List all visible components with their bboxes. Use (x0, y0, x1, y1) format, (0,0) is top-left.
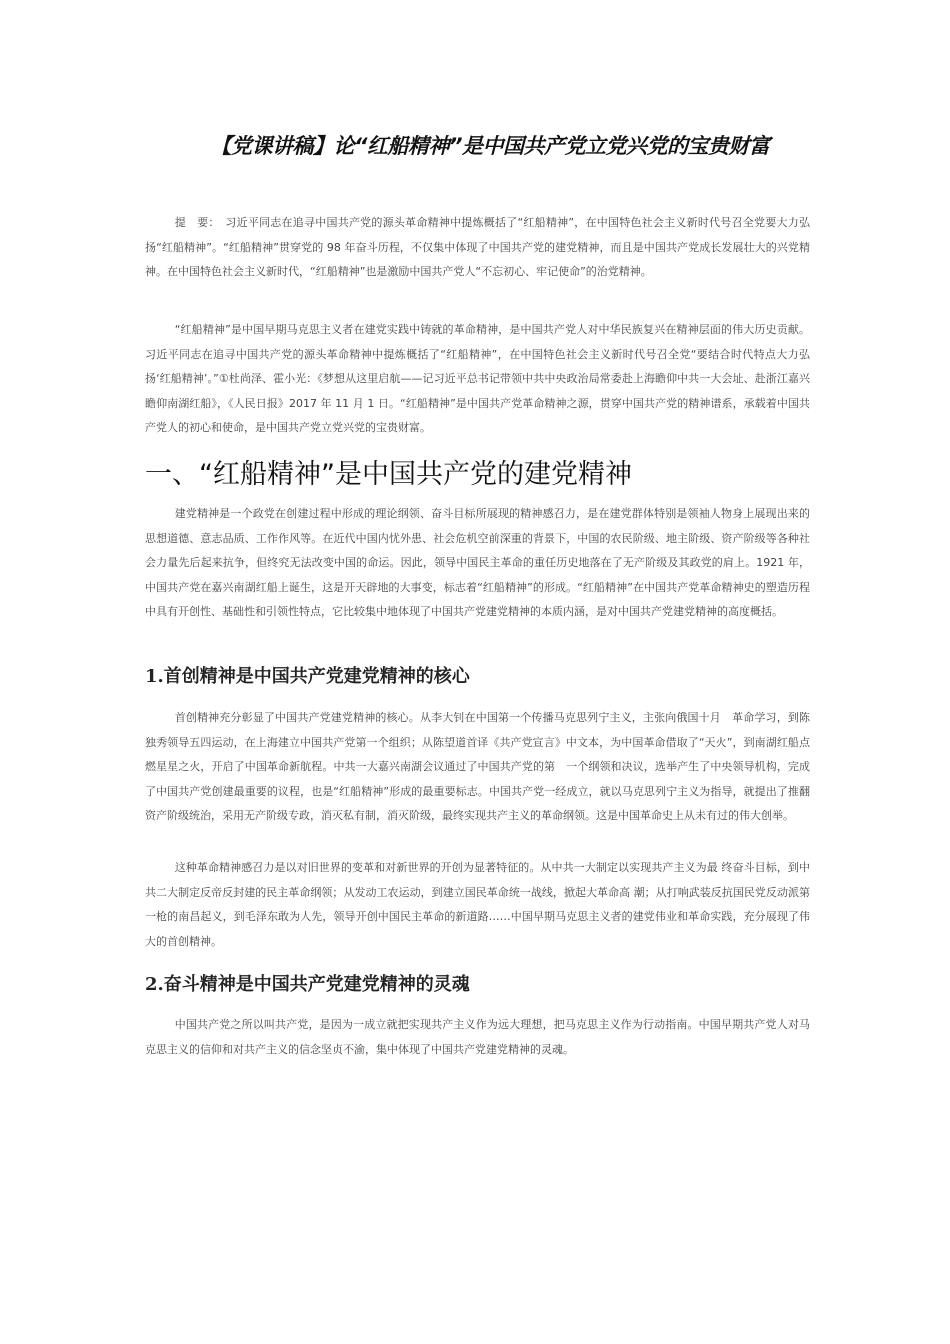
intro-paragraph: “红船精神”是中国早期马克思主义者在建党实践中铸就的革命精神，是中国共产党人对中华民族复兴在精神层面的伟大历史贡献。习近平同志在追寻中国共产党的源头革命精神中提炼概括了“红船精神”，在中国特色社会主义新时代号召全党“要结合时代特点大力弘扬‘红船精神’。”①杜尚泽、霍小光：《梦想从这里启航——记习近平总书记带领中共中央政治局常委赴上海瞻仰中共一大会址、赴浙江嘉兴瞻仰南湖红船》，《人民日报》2017 年 11 月 1 日。“红船精神”是中国共产党革命精神之源，贯穿中国共产党的精神谱系，承载着中国共产党人的初心和使命，是中国共产党立党兴党的宝贵财富。 (145, 323, 810, 434)
abstract-paragraph: 提 要： 习近平同志在追寻中国共产党的源头革命精神中提炼概括了“红船精神”，在中国特色社会主义新时代号召全党要大力弘扬“红船精神”。“红船精神”贯穿党的 98 年奋斗历程，不仅集中体现了中国共产党的建党精神，而且是中国共产党成长发展壮大的兴党精神。在中国特色社会主义新时代，“红船精神”也是激励中国共产党人“不忘初心、牢记使命”的治党精神。 (145, 216, 810, 278)
section-1-heading: 一、“红船精神”是中国共产党的建党精神 (145, 459, 632, 490)
subsection-1-paragraph-2: 这种革命精神感召力是以对旧世界的变革和对新世界的开创为显著特征的。从中共一大制定以实现共产主义为最 终奋斗目标，到中共二大制定反帝反封建的民主革命纲领；从发动工农运动，到建立国民革命统一战线，掀起大革命高 潮；从打响武装反抗国民党反动派第一枪的南昌起义，到毛泽东敢为人先，领导开创中国民主革命的新道路……中国早期马克思主义者的建党伟业和革命实践，充分展现了伟大的首创精神。 (145, 861, 810, 948)
document-title: 【党课讲稿】论“红船精神”是中国共产党立党兴党的宝贵财富 (210, 134, 770, 158)
section-1-paragraph: 建党精神是一个政党在创建过程中形成的理论纲领、奋斗目标所展现的精神感召力，是在建党群体特别是领袖人物身上展现出来的思想道德、意志品质、工作作风等。在近代中国内忧外患、社会危机空前深重的背景下，中国的农民阶级、地主阶级、资产阶级等各种社会力量先后起来抗争，但终究无法改变中国的命运。因此，领导中国民主革命的重任历史地落在了无产阶级及其政党的肩上。1921 年，中国共产党在嘉兴南湖红船上诞生，这是开天辟地的大事变，标志着“红船精神”的形成。“红船精神”在中国共产党革命精神史的塑造历程中具有开创性、基础性和引领性特点，它比较集中地体现了中国共产党建党精神的本质内涵，是对中国共产党建党精神的高度概括。 (145, 507, 810, 618)
subsection-2-heading: 2.奋斗精神是中国共产党建党精神的灵魂 (145, 974, 470, 995)
subsection-1-paragraph-1: 首创精神充分彰显了中国共产党建党精神的核心。从李大钊在中国第一个传播马克思列宁主义，主张向俄国十月 革命学习，到陈独秀领导五四运动，在上海建立中国共产党第一个组织；从陈望道首译《共产党宣言》中文本，为中国革命借取了“天火”，到南湖红船点燃星星之火，开启了中国革命新航程。中共一大嘉兴南湖会议通过了中国共产党的第 一个纲领和决议，选举产生了中央领导机构，完成了中国共产党创建最重要的议程，也是“红船精神”形成的最重要标志。中国共产党一经成立，就以马克思列宁主义为指导，就提出了推翻资产阶级统治，采用无产阶级专政，消灭私有制，消灭阶级，最终实现共产主义的革命纲领。这是中国革命史上从未有过的伟大创举。 (145, 711, 810, 822)
subsection-1-heading: 1.首创精神是中国共产党建党精神的核心 (145, 666, 470, 687)
subsection-2-paragraph-1: 中国共产党之所以叫共产党，是因为一成立就把实现共产主义作为远大理想，把马克思主义作为行动指南。中国早期共产党人对马克思主义的信仰和对共产主义的信念坚贞不渝，集中体现了中国共产党建党精神的灵魂。 (145, 1018, 810, 1056)
